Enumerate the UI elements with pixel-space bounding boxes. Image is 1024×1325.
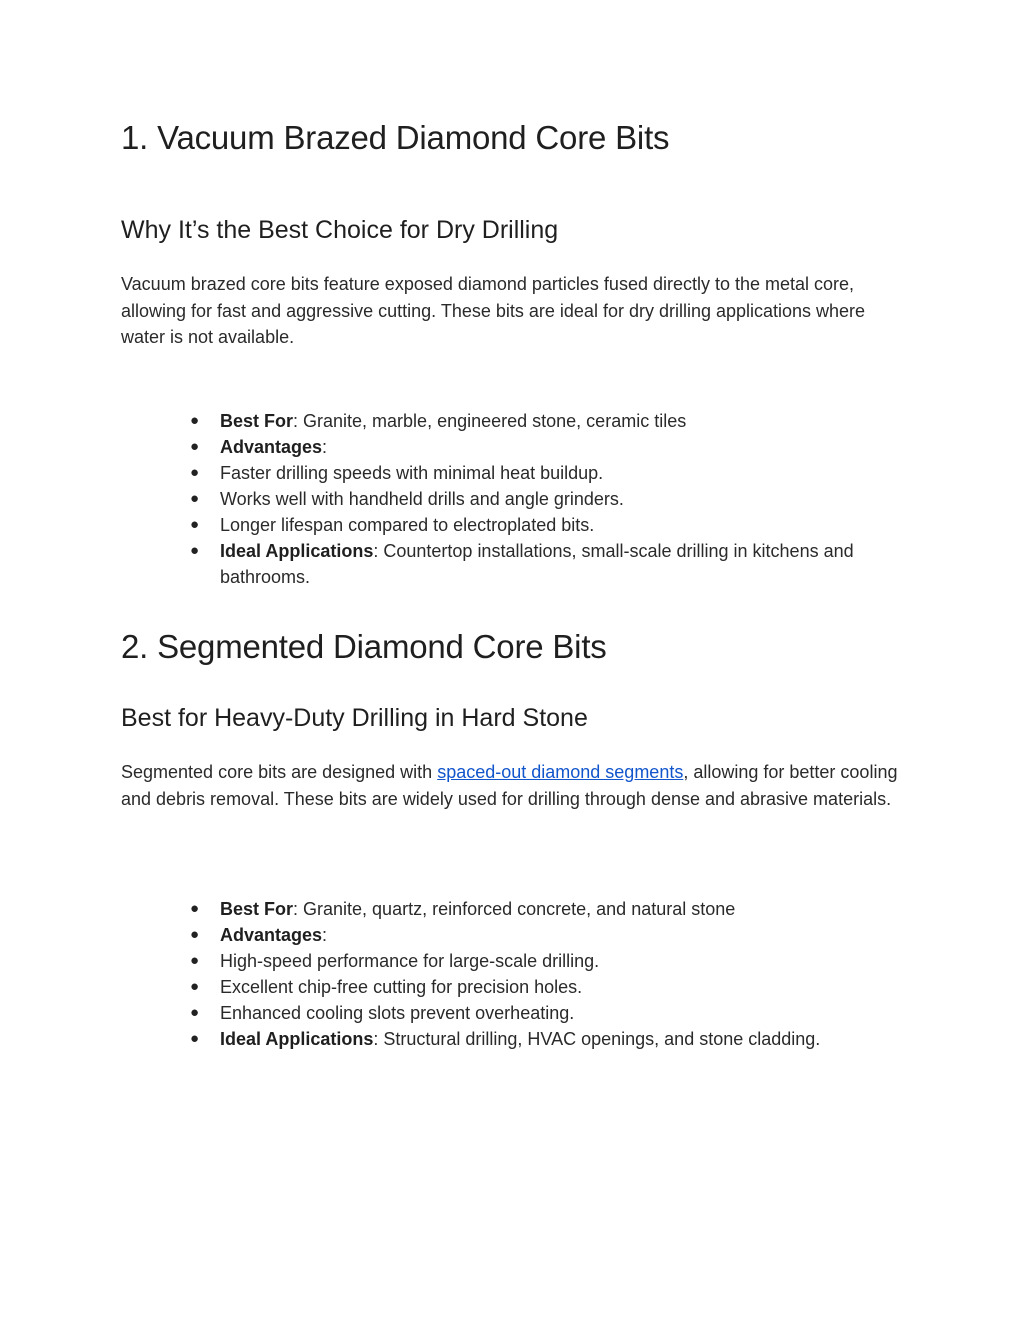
bullet-list-segmented	[188, 896, 908, 1052]
bullet-text: : Structural drilling, HVAC openings, and stone cladding.	[373, 1029, 821, 1049]
section-paragraph	[121, 271, 911, 351]
bullet-text: Enhanced cooling slots prevent overheating.	[220, 1003, 575, 1023]
bullet-icon: ●	[190, 516, 200, 533]
section-subheading-wrap	[121, 702, 911, 734]
section-paragraph-wrap	[121, 271, 911, 351]
bullet-icon: ●	[190, 926, 200, 943]
section-subheading: Why It’s the Best Choice for Dry Drilling	[121, 216, 559, 244]
list-item	[188, 896, 908, 922]
bullet-icon: ●	[190, 438, 200, 455]
bullet-bold-label: Best For	[220, 899, 294, 919]
bullet-text: :	[322, 437, 328, 457]
bullet-list-vacuum	[188, 408, 908, 590]
bullet-icon: ●	[190, 952, 200, 969]
section-paragraph-wrap	[121, 759, 911, 812]
bullet-text: : Granite, quartz, reinforced concrete, and natural stone	[293, 899, 736, 919]
list-item	[188, 1000, 908, 1026]
bullet-icon: ●	[190, 490, 200, 507]
section-heading: 2. Segmented Diamond Core Bits	[121, 628, 607, 665]
spaced-out-diamond-segments-link[interactable]: spaced-out diamond segments	[437, 762, 684, 782]
bullet-icon: ●	[190, 542, 200, 559]
paragraph-text: Vacuum brazed core bits feature exposed diamond particles fused directly to the metal core, allowing for fast and aggressive cutting. These bits are ideal for dry drilling applications where water is not available.	[121, 274, 866, 347]
list-item	[188, 922, 908, 948]
bullet-icon: ●	[190, 1004, 200, 1021]
section-subheading: Best for Heavy-Duty Drilling in Hard Stone	[121, 704, 588, 732]
bullet-text: Longer lifespan compared to electroplated bits.	[220, 515, 595, 535]
bullet-bold-label: Advantages	[220, 437, 323, 457]
paragraph-text: , allowing for better cooling and debris removal. These bits are widely used for drilling through dense and abrasive materials.	[121, 762, 898, 809]
section-heading: 1. Vacuum Brazed Diamond Core Bits	[121, 119, 670, 156]
section-subheading-wrap	[121, 214, 911, 246]
bullet-icon: ●	[190, 1030, 200, 1047]
bullet-bold-label: Ideal Applications	[220, 541, 374, 561]
bullet-text: High-speed performance for large-scale drilling.	[220, 951, 600, 971]
section-paragraph	[121, 759, 911, 812]
bullet-text: Works well with handheld drills and angle grinders.	[220, 489, 624, 509]
bullet-text: : Granite, marble, engineered stone, ceramic tiles	[293, 411, 687, 431]
bullet-icon: ●	[190, 464, 200, 481]
list-item	[188, 408, 908, 434]
list-item	[188, 512, 908, 538]
bullet-icon: ●	[190, 412, 200, 429]
list-item	[188, 1026, 908, 1052]
bullet-icon: ●	[190, 900, 200, 917]
bullet-bold-label: Ideal Applications	[220, 1029, 374, 1049]
bullet-text: Faster drilling speeds with minimal heat buildup.	[220, 463, 604, 483]
bullet-bold-label: Advantages	[220, 925, 323, 945]
bullet-icon: ●	[190, 978, 200, 995]
bullet-text: :	[322, 925, 328, 945]
paragraph-text: Segmented core bits are designed with	[121, 762, 438, 782]
list-item	[188, 538, 908, 590]
bullet-bold-label: Best For	[220, 411, 294, 431]
list-item	[188, 486, 908, 512]
bullet-text: : Countertop installations, small-scale drilling in kitchens and bathrooms.	[220, 541, 854, 587]
list-item	[188, 974, 908, 1000]
section-vacuum-brazed	[121, 118, 911, 158]
list-item	[188, 460, 908, 486]
list-item	[188, 948, 908, 974]
section-segmented	[121, 627, 911, 667]
list-item	[188, 434, 908, 460]
bullet-text: Excellent chip-free cutting for precision holes.	[220, 977, 583, 997]
